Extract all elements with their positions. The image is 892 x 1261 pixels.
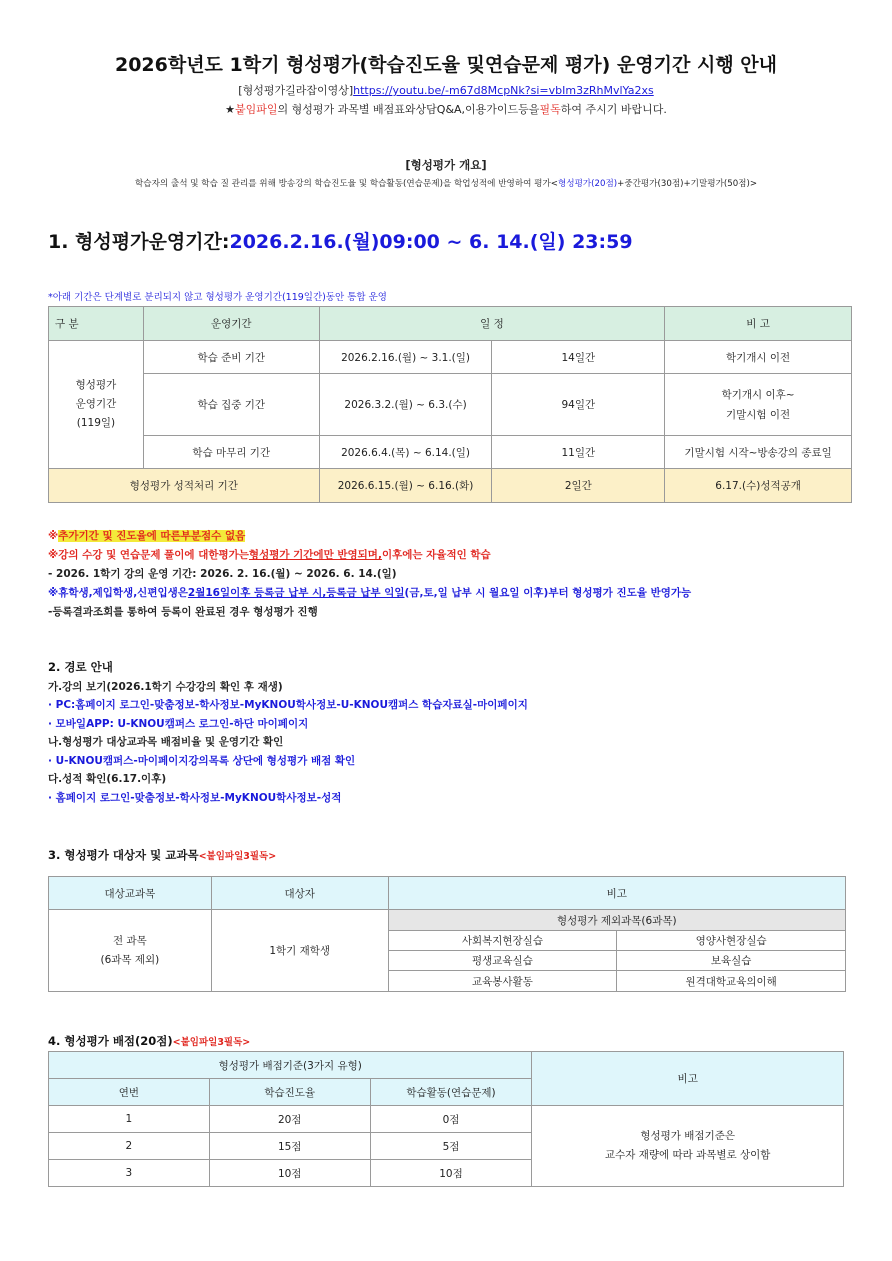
- row-days: 94일간: [492, 374, 665, 436]
- table-row: [49, 436, 852, 469]
- section2-heading: 2. 경로 안내: [48, 660, 113, 674]
- score-note-2: 교수자 재량에 따라 과목별로 상이함: [604, 1149, 771, 1161]
- attachment-text: 붙임파일: [235, 103, 278, 116]
- row-dates: 2026.2.16.(월) ~ 3.1.(일): [319, 341, 492, 374]
- col-progress: 학습진도율: [209, 1079, 370, 1106]
- row-dates: 2026.3.2.(월) ~ 6.3.(수): [319, 374, 492, 436]
- route-a-title: 가.강의 보기(2026.1학기 수강강의 확인 후 재생): [48, 681, 283, 693]
- col-remark: 비고: [388, 877, 845, 910]
- notice-line: [0, 101, 892, 117]
- col-target: 대상자: [211, 877, 388, 910]
- remark-2a: ※강의 수강 및 연습문제 풀이에 대한평가는: [48, 549, 249, 561]
- overview-text: [0, 177, 892, 189]
- excluded-title: 형성평가 제외과목(6과목): [388, 910, 845, 931]
- overview-rest: +중간평가(30점)+기말평가(50점)>: [617, 179, 758, 189]
- grading-days: 2일간: [492, 469, 665, 503]
- grading-note: 6.17.(수)성적공개: [665, 469, 852, 503]
- group-label: [49, 341, 144, 469]
- star-icon: ★: [225, 103, 236, 116]
- notice-end: 하여 주시기 바랍니다.: [560, 103, 667, 116]
- overview-formative: 형성평가(20점): [557, 179, 618, 189]
- table-row: [49, 341, 852, 374]
- page-title: 2026학년도 1학기 형성평가(학습진도율 및연습문제 평가) 운영기간 시행 안내: [114, 54, 778, 76]
- section3-heading: [48, 847, 276, 863]
- section3-title: 3. 형성평가 대상자 및 교과목: [48, 848, 199, 862]
- notice-text: 의 형성평가 과목별 배점표와상담Q&A,이용가이드등을: [277, 103, 540, 116]
- route-c-title: 다.성적 확인(6.17.이후): [48, 773, 167, 785]
- row-note: 학기개시 이전: [665, 341, 852, 374]
- col-remark: 비고: [532, 1052, 844, 1106]
- col-remark: 비 고: [665, 307, 852, 341]
- col-no: 연번: [49, 1079, 210, 1106]
- target-table: [48, 876, 846, 992]
- grading-name: 형성평가 성적처리 기간: [49, 469, 320, 503]
- row-progress: 20점: [209, 1106, 370, 1133]
- grading-dates: 2026.6.15.(월) ~ 6.16.(화): [319, 469, 492, 503]
- route-c-1: · 홈페이지 로그인-맞춤정보-학사정보-MyKNOU학사정보-성적: [48, 792, 342, 804]
- row-progress: 10점: [209, 1160, 370, 1187]
- remark-3: - 2026. 1학기 강의 운영 기간: 2026. 2. 16.(월) ~ 2026. 6. 14.(일): [48, 568, 397, 580]
- col-activity: 학습활동(연습문제): [370, 1079, 532, 1106]
- excluded-subject: 영양사현장실습: [617, 931, 846, 951]
- score-note: [532, 1106, 844, 1187]
- excluded-subject: 평생교육실습: [388, 951, 617, 971]
- remark-4: [48, 585, 691, 600]
- group-label-1: 형성평가: [75, 379, 117, 391]
- route-b-1: · U-KNOU캠퍼스-마이페이지강의목록 상단에 형성평가 배점 확인: [48, 755, 356, 767]
- row-progress: 15점: [209, 1133, 370, 1160]
- remark-4b: 2월16일이후 등록금 납부 시,등록금 납부 익일: [187, 587, 405, 599]
- table-row: [49, 374, 852, 436]
- route-a-pc: · PC:홈페이지 로그인-맞춤정보-학사정보-MyKNOU학사정보-U-KNOU캠퍼스 학습자료실-마이페이지: [48, 699, 528, 711]
- group-label-2: 운영기간: [75, 398, 117, 410]
- schedule-table: [48, 306, 852, 503]
- row-note: 기말시험 시작~방송강의 종료일: [665, 436, 852, 469]
- subject-except: (6과목 제외): [100, 953, 160, 966]
- section4-must-read: <붙임파일3필독>: [172, 1037, 251, 1048]
- col-category: 구 분: [49, 307, 144, 341]
- row-days: 14일간: [492, 341, 665, 374]
- col-schedule: 일 정: [319, 307, 665, 341]
- remark-2: [48, 547, 491, 562]
- row-no: 3: [49, 1160, 210, 1187]
- section1-note: *아래 기간은 단계별로 분리되지 않고 형성평가 운영기간(119일간)동안 통합 운영: [48, 292, 387, 303]
- score-note-1: 형성평가 배점기준은: [640, 1130, 735, 1142]
- row-activity: 5점: [370, 1133, 532, 1160]
- row-dates: 2026.6.4.(목) ~ 6.14.(일): [319, 436, 492, 469]
- section1-heading: [48, 227, 633, 254]
- remark-4c: (금,토,일 납부 시 월요일 이후): [404, 587, 549, 599]
- row-note-1: 학기개시 이후~: [721, 388, 795, 401]
- row-name: 학습 집중 기간: [143, 374, 319, 436]
- grading-row: [49, 469, 852, 503]
- subject-cell: [49, 910, 212, 992]
- row-no: 1: [49, 1106, 210, 1133]
- col-period: 운영기간: [143, 307, 319, 341]
- excluded-subject: 사회복지현장실습: [388, 931, 617, 951]
- row-days: 11일간: [492, 436, 665, 469]
- remark-mark: ※: [48, 530, 59, 542]
- score-table: [48, 1051, 844, 1187]
- route-a-mobile: · 모바일APP: U-KNOU캠퍼스 로그인-하단 마이페이지: [48, 718, 309, 730]
- table-row: [49, 1106, 844, 1133]
- target-cell: 1학기 재학생: [211, 910, 388, 992]
- video-link[interactable]: https://youtu.be/-m67d8McpNk?si=vbIm3zRhMvlYa2xs: [353, 84, 654, 97]
- remark-4a: ※휴학생,제입학생,신편입생은: [48, 587, 188, 599]
- video-line: [0, 82, 892, 98]
- row-name: 학습 마무리 기간: [143, 436, 319, 469]
- remark-2c: 이후에는 자율적인 학습: [381, 549, 491, 561]
- section4-heading: [48, 1033, 250, 1049]
- remark-2b: 형성평가 기간에만 반영되며,: [248, 549, 382, 561]
- remark-5: -등록결과조회를 통하여 등록이 완료된 경우 형성평가 진행: [48, 606, 318, 618]
- route-b-title: 나.형성평가 대상교과목 배점비율 및 운영기간 확인: [48, 736, 284, 748]
- excluded-subject: 보육실습: [617, 951, 846, 971]
- row-activity: 10점: [370, 1160, 532, 1187]
- row-note: [665, 374, 852, 436]
- excluded-subject: 교육봉사활동: [388, 971, 617, 992]
- must-read-text: 필독: [539, 103, 561, 116]
- section1-title: 1. 형성평가운영기간:: [48, 231, 230, 253]
- row-no: 2: [49, 1133, 210, 1160]
- overview-desc: 학습자의 출석 및 학습 질 관리를 위해 방송강의 학습진도율 및 학습활동(연습문제)을 학업성적에 반영하여 평가<: [134, 179, 558, 189]
- subject-all: 전 과목: [113, 934, 147, 947]
- group-label-3: (119일): [76, 417, 116, 429]
- score-group-header: 형성평가 배점기준(3가지 유형): [49, 1052, 532, 1079]
- section3-must-read: <붙임파일3필독>: [198, 851, 277, 862]
- row-activity: 0점: [370, 1106, 532, 1133]
- row-name: 학습 준비 기간: [143, 341, 319, 374]
- section1-period: 2026.2.16.(월)09:00 ~ 6. 14.(일) 23:59: [229, 231, 633, 253]
- overview-heading: [형성평가 개요]: [405, 158, 487, 172]
- section4-title: 4. 형성평가 배점(20점): [48, 1034, 173, 1048]
- col-subject: 대상교과목: [49, 877, 212, 910]
- video-label: [형성평가길라잡이영상]: [238, 84, 354, 97]
- remark-4d: 부터 형성평가 진도율 반영가능: [548, 587, 692, 599]
- excluded-subject: 원격대학교육의이해: [617, 971, 846, 992]
- remark-1: [48, 528, 245, 543]
- row-note-2: 기말시험 이전: [726, 408, 791, 421]
- remark-1-text: 추가기간 및 진도율에 따른부분점수 없음: [58, 530, 246, 542]
